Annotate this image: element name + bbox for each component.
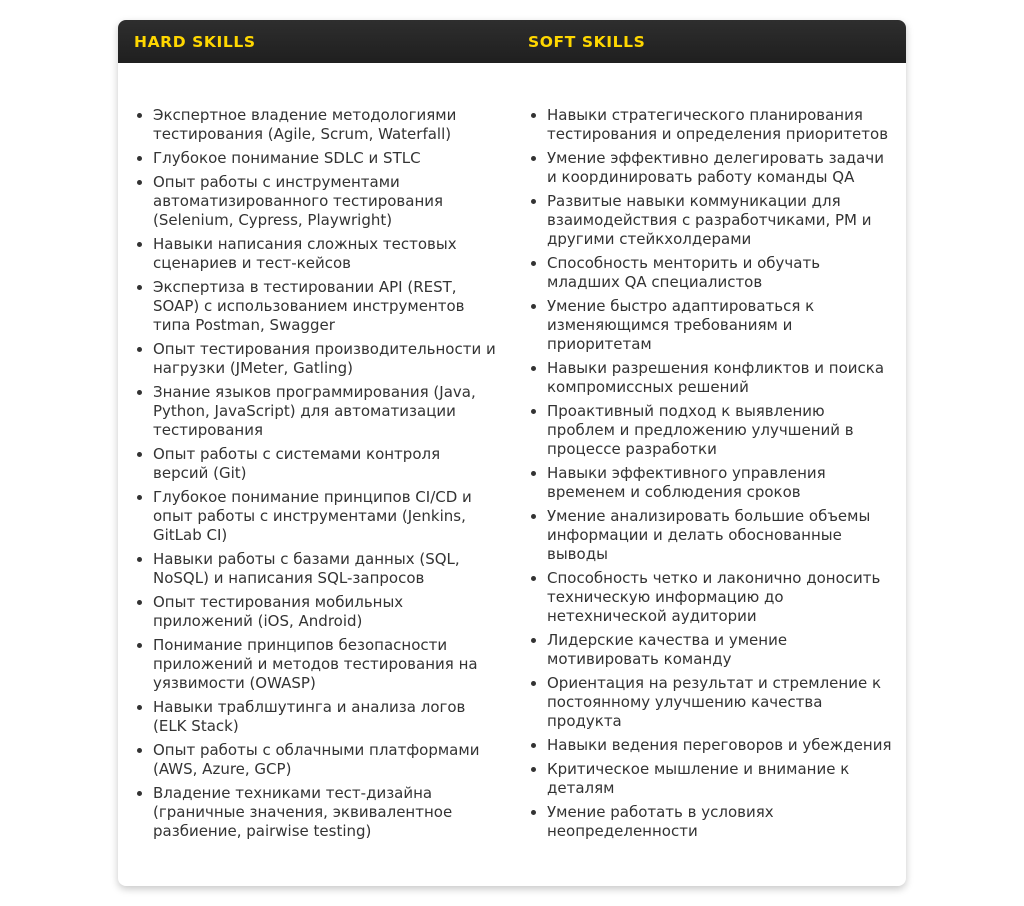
- hard-skill-item: • Глубокое понимание принципов CI/CD и опыт работы с инструментами (Jenkins, GitLab CI): [153, 488, 500, 545]
- soft-skills-header: SOFT SKILLS: [528, 32, 646, 51]
- soft-skill-item: • Умение эффективно делегировать задачи и координировать работу команды QA: [547, 149, 894, 187]
- soft-skill-item: • Навыки эффективного управления временем и соблюдения сроков: [547, 464, 894, 502]
- hard-skill-item: • Опыт тестирования мобильных приложений (iOS, Android): [153, 593, 500, 631]
- soft-skill-item: • Критическое мышление и внимание к деталям: [547, 760, 894, 798]
- soft-skills-list: [512, 106, 906, 846]
- soft-skill-item: • Ориентация на результат и стремление к постоянному улучшению качества продукта: [547, 674, 894, 731]
- table-body: [118, 63, 906, 885]
- hard-skill-item: • Экспертиза в тестировании API (REST, SOAP) с использованием инструментов типа Postman, Swagger: [153, 278, 500, 335]
- soft-skill-item: • Умение работать в условиях неопределенности: [547, 803, 894, 841]
- table-header: [118, 20, 906, 63]
- hard-skill-item: • Опыт работы с системами контроля версий (Git): [153, 445, 500, 483]
- hard-skill-item: • Навыки написания сложных тестовых сценариев и тест-кейсов: [153, 235, 500, 273]
- soft-skill-item: • Проактивный подход к выявлению проблем и предложению улучшений в процессе разработки: [547, 402, 894, 459]
- hard-skill-item: • Опыт тестирования производительности и нагрузки (JMeter, Gatling): [153, 340, 500, 378]
- hard-skill-item: • Понимание принципов безопасности приложений и методов тестирования на уязвимости (OWASP): [153, 636, 500, 693]
- soft-skill-item: • Способность четко и лаконично доносить техническую информацию до нетехнической аудитории: [547, 569, 894, 626]
- hard-skill-item: • Навыки работы с базами данных (SQL, NoSQL) и написания SQL-запросов: [153, 550, 500, 588]
- hard-skill-item: • Навыки траблшутинга и анализа логов (ELK Stack): [153, 698, 500, 736]
- soft-skill-item: • Умение анализировать большие объемы информации и делать обоснованные выводы: [547, 507, 894, 564]
- soft-skill-item: • Навыки разрешения конфликтов и поиска компромиссных решений: [547, 359, 894, 397]
- soft-skills-column: [512, 63, 906, 885]
- soft-skill-item: • Умение быстро адаптироваться к изменяющимся требованиям и приоритетам: [547, 297, 894, 354]
- hard-skills-list: [118, 106, 512, 846]
- hard-skill-item: • Опыт работы с инструментами автоматизированного тестирования (Selenium, Cypress, Playwright): [153, 173, 500, 230]
- skills-table: [118, 20, 906, 886]
- hard-skill-item: • Владение техниками тест-дизайна (граничные значения, эквивалентное разбиение, pairwise testing): [153, 784, 500, 841]
- soft-skill-item: • Лидерские качества и умение мотивировать команду: [547, 631, 894, 669]
- hard-skill-item: • Опыт работы с облачными платформами (AWS, Azure, GCP): [153, 741, 500, 779]
- soft-skill-item: • Навыки стратегического планирования тестирования и определения приоритетов: [547, 106, 894, 144]
- hard-skill-item: • Знание языков программирования (Java, Python, JavaScript) для автоматизации тестирования: [153, 383, 500, 440]
- hard-skill-item: • Глубокое понимание SDLC и STLC: [153, 149, 500, 168]
- hard-skill-item: • Экспертное владение методологиями тестирования (Agile, Scrum, Waterfall): [153, 106, 500, 144]
- hard-skills-column: [118, 63, 512, 885]
- soft-skill-item: • Способность менторить и обучать младших QA специалистов: [547, 254, 894, 292]
- soft-skill-item: • Навыки ведения переговоров и убеждения: [547, 736, 894, 755]
- soft-skill-item: • Развитые навыки коммуникации для взаимодействия с разработчиками, PM и другими стейкхолдерами: [547, 192, 894, 249]
- hard-skills-header: HARD SKILLS: [134, 32, 256, 51]
